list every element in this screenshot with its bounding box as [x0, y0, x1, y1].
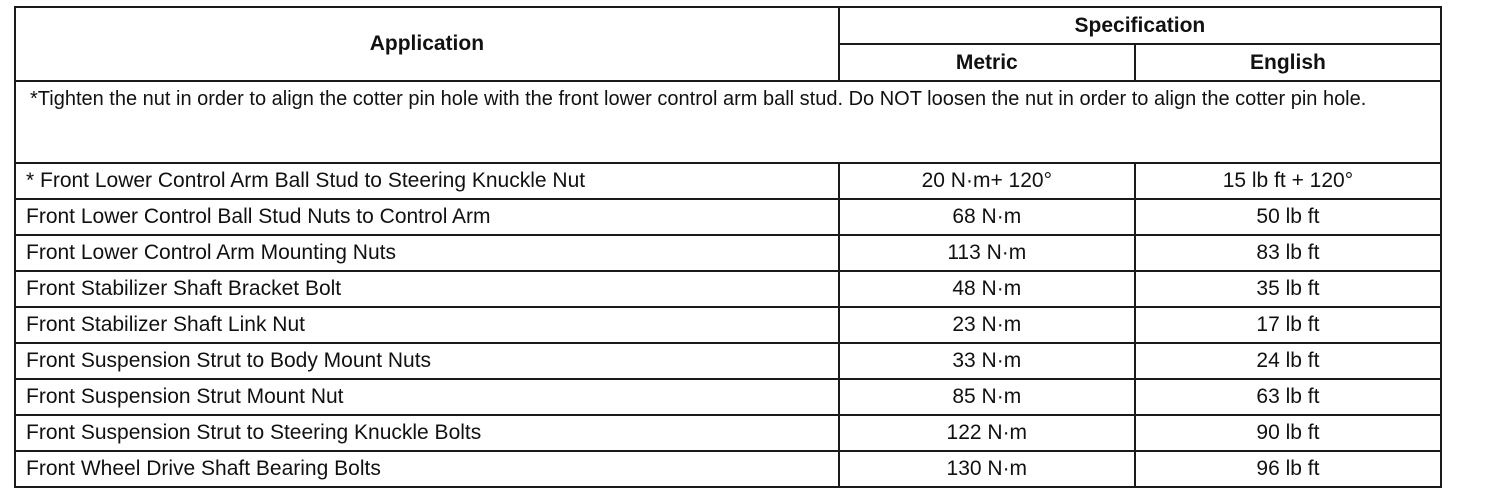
table-header	[15, 7, 1441, 81]
tightening-note: *Tighten the nut in order to align the cotter pin hole with the front lower control arm ball stud. Do NOT loosen the nut in order to align the cotter pin hole.	[15, 81, 1441, 163]
cell-metric: 33 N·m	[839, 343, 1135, 379]
cell-application: Front Suspension Strut Mount Nut	[15, 379, 839, 415]
cell-metric: 113 N·m	[839, 235, 1135, 271]
cell-english: 15 lb ft + 120°	[1135, 163, 1441, 199]
header-metric: Metric	[839, 44, 1135, 81]
table-row	[15, 235, 1441, 271]
table-body	[15, 81, 1441, 487]
cell-metric: 122 N·m	[839, 415, 1135, 451]
cell-english: 96 lb ft	[1135, 451, 1441, 487]
cell-metric: 20 N·m+ 120°	[839, 163, 1135, 199]
table-row	[15, 163, 1441, 199]
cell-english: 83 lb ft	[1135, 235, 1441, 271]
cell-english: 24 lb ft	[1135, 343, 1441, 379]
cell-application: Front Suspension Strut to Steering Knuckle Bolts	[15, 415, 839, 451]
cell-english: 17 lb ft	[1135, 307, 1441, 343]
cell-application: Front Lower Control Arm Mounting Nuts	[15, 235, 839, 271]
header-specification: Specification	[839, 7, 1441, 44]
table-row	[15, 199, 1441, 235]
cell-application: Front Stabilizer Shaft Bracket Bolt	[15, 271, 839, 307]
cell-english: 90 lb ft	[1135, 415, 1441, 451]
table-row	[15, 307, 1441, 343]
cell-english: 35 lb ft	[1135, 271, 1441, 307]
cell-metric: 48 N·m	[839, 271, 1135, 307]
cell-metric: 85 N·m	[839, 379, 1135, 415]
cell-application: Front Lower Control Ball Stud Nuts to Control Arm	[15, 199, 839, 235]
table-row	[15, 271, 1441, 307]
cell-metric: 130 N·m	[839, 451, 1135, 487]
header-english: English	[1135, 44, 1441, 81]
cell-metric: 23 N·m	[839, 307, 1135, 343]
note-row	[15, 81, 1441, 163]
header-row-top	[15, 7, 1441, 44]
table-row	[15, 415, 1441, 451]
cell-application: Front Wheel Drive Shaft Bearing Bolts	[15, 451, 839, 487]
cell-application: Front Stabilizer Shaft Link Nut	[15, 307, 839, 343]
cell-application: Front Suspension Strut to Body Mount Nuts	[15, 343, 839, 379]
header-application: Application	[15, 7, 839, 81]
torque-specification-table	[14, 6, 1442, 488]
table-row	[15, 343, 1441, 379]
cell-english: 63 lb ft	[1135, 379, 1441, 415]
table-row	[15, 451, 1441, 487]
cell-metric: 68 N·m	[839, 199, 1135, 235]
table-row	[15, 379, 1441, 415]
cell-application: * Front Lower Control Arm Ball Stud to Steering Knuckle Nut	[15, 163, 839, 199]
cell-english: 50 lb ft	[1135, 199, 1441, 235]
